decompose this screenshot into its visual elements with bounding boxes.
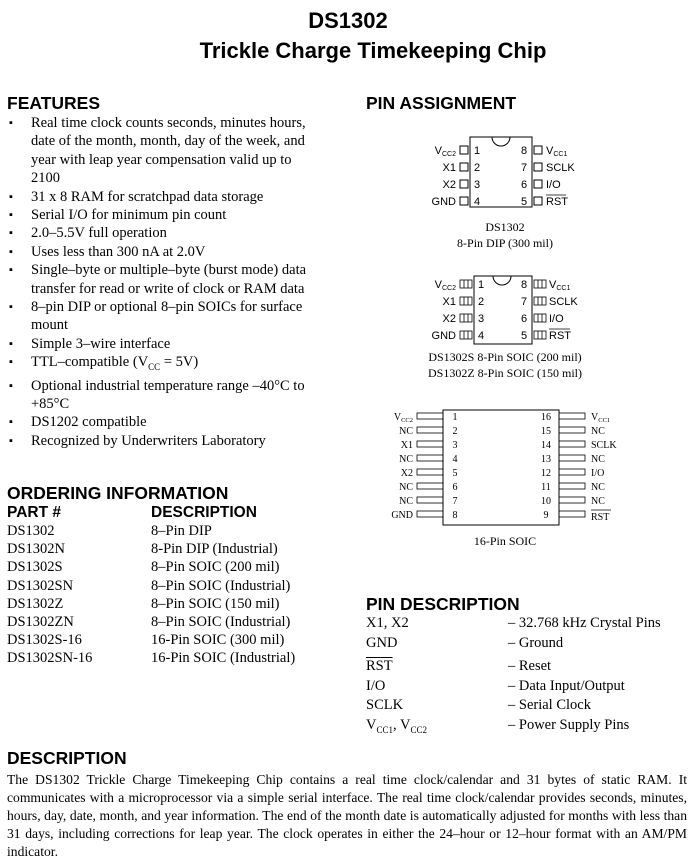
dip8-caption-part: DS1302 — [485, 220, 525, 234]
svg-text:7: 7 — [452, 496, 458, 507]
soic16-caption: 16-Pin SOIC — [473, 534, 537, 548]
desc-cell: 8–Pin DIP — [151, 523, 212, 539]
table-row — [7, 540, 295, 558]
pin-label: GND — [391, 510, 413, 521]
pin-label: $V_{CC1}$ — [591, 412, 611, 424]
table-row — [7, 631, 295, 649]
pin-label: X2 — [400, 468, 413, 479]
desc-cell: 16-Pin SOIC (300 mil) — [151, 632, 285, 649]
table-row — [7, 649, 295, 667]
pin-name: $V_{CC1}$, $V_{CC2}$ — [366, 716, 427, 735]
desc-cell: 8–Pin SOIC (Industrial) — [151, 614, 291, 631]
svg-text:4: 4 — [452, 454, 458, 465]
svg-text:15: 15 — [541, 426, 551, 437]
svg-text:3: 3 — [473, 179, 481, 191]
svg-text:6: 6 — [520, 179, 528, 191]
soic8-caption-z: DS1302Z 8-Pin SOIC (150 mil) — [427, 366, 582, 380]
part-cell: DS1302S — [7, 559, 63, 576]
pin-desc: – Ground — [508, 634, 564, 651]
description-heading: DESCRIPTION — [7, 748, 127, 768]
pin-label: VCC1 — [546, 145, 568, 158]
pin-label: VCC1 — [549, 279, 571, 292]
pin-label: NC — [591, 454, 605, 465]
part-cell: DS1302 — [7, 523, 55, 539]
pin-desc: – Serial Clock — [508, 697, 591, 713]
pin-label: X1 — [442, 162, 456, 174]
part-number-title: DS1302 — [308, 8, 388, 33]
table-row — [366, 716, 661, 740]
table-row — [366, 634, 661, 654]
svg-text:8: 8 — [520, 145, 528, 157]
feature-item: ▪ 8–pin DIP or optional 8–pin SOICs for surface mount — [7, 298, 322, 335]
svg-text:6: 6 — [452, 482, 458, 493]
ordering-heading: ORDERING INFORMATION — [7, 483, 229, 503]
feature-item: ▪ Real time clock counts seconds, minutes hours, date of the month, month, day of the week, and year with leap year compensation valid up to 2100 — [7, 114, 322, 188]
table-row — [366, 653, 661, 677]
pin-label: NC — [591, 482, 605, 493]
pin-label: I/O — [549, 313, 564, 325]
svg-text:4: 4 — [477, 330, 485, 342]
feature-item: ▪ Recognized by Underwriters Laboratory — [7, 432, 322, 450]
desc-cell: 8–Pin SOIC (Industrial) — [151, 577, 291, 594]
pin-label: GND — [431, 330, 456, 342]
dip8-package-diagram — [420, 134, 590, 214]
svg-text:3: 3 — [477, 313, 485, 325]
feature-item: ▪ Serial I/O for minimum pin count — [7, 206, 322, 224]
svg-text:16: 16 — [541, 412, 551, 423]
svg-text:2: 2 — [452, 426, 458, 437]
svg-text:7: 7 — [520, 296, 528, 308]
col-desc-header: DESCRIPTION — [151, 504, 257, 521]
pin-label: RST — [549, 330, 571, 342]
pin-label: I/O — [546, 179, 561, 191]
svg-text:8: 8 — [520, 279, 528, 291]
part-cell: DS1302Z — [7, 595, 64, 612]
pin-label: NC — [399, 454, 413, 465]
pin-description-heading: PIN DESCRIPTION — [366, 594, 520, 614]
svg-text:2: 2 — [473, 162, 481, 174]
table-row — [7, 595, 295, 613]
svg-text:10: 10 — [541, 496, 551, 507]
soic8-package-diagram — [420, 274, 590, 346]
pin-label: NC — [591, 496, 605, 507]
part-cell: DS1302S-16 — [7, 632, 82, 649]
ordering-header-row — [7, 503, 295, 522]
feature-item: ▪ Optional industrial temperature range –40°C to +85°C — [7, 377, 322, 414]
pin-label: NC — [399, 496, 413, 507]
page-title: Trickle Charge Timekeeping Chip — [199, 38, 547, 63]
pin-label: VCC2 — [434, 145, 456, 158]
desc-cell: 16-Pin SOIC (Industrial) — [151, 650, 296, 667]
pin-desc: – Reset — [508, 658, 552, 674]
pin-desc: – Power Supply Pins — [508, 716, 630, 733]
pin-name: GND — [366, 634, 398, 651]
svg-text:5: 5 — [520, 196, 528, 208]
svg-text:3: 3 — [452, 440, 458, 451]
pin-label: SCLK — [549, 296, 578, 308]
pin-name: I/O — [366, 677, 386, 694]
pin-desc: – Data Input/Output — [508, 677, 625, 694]
pin-label: GND — [431, 196, 456, 208]
svg-text:11: 11 — [541, 482, 551, 493]
soic8-caption-s: DS1302S 8-Pin SOIC (200 mil) — [428, 350, 582, 364]
pin-label: X2 — [442, 313, 456, 325]
svg-text:8: 8 — [452, 510, 458, 521]
svg-text:12: 12 — [541, 468, 551, 479]
pin-label: X1 — [442, 296, 456, 308]
features-heading: FEATURES — [7, 93, 101, 113]
pin-name: X1, X2 — [366, 615, 409, 631]
description-text: The DS1302 Trickle Charge Timekeeping Chip contains a real time clock/calendar and 31 bytes of static RAM. It communicates with a microprocessor via a simple serial interface. The real time clock/calendar provides seconds, minutes, hours, day, date, month, and year information. The end of the month date is automatically adjusted for months with less than 31 days, including corrections for leap year. The clock operates in either the 24–hour or 12–hour format with an AM/PM indicator. — [7, 772, 687, 860]
pin-label: I/O — [591, 468, 605, 479]
table-row — [366, 614, 661, 634]
table-row — [7, 558, 295, 576]
desc-cell: 8–Pin SOIC (200 mil) — [151, 559, 280, 576]
svg-text:1: 1 — [477, 279, 485, 291]
part-cell: DS1302SN — [7, 577, 74, 594]
pin-desc: – 32.768 kHz Crystal Pins — [508, 615, 661, 631]
pin-label: NC — [591, 426, 605, 437]
svg-text:1: 1 — [452, 412, 458, 423]
svg-text:14: 14 — [541, 440, 551, 451]
pin-label: $V_{CC2}$ — [393, 412, 413, 424]
ordering-table — [7, 503, 295, 668]
svg-text:13: 13 — [541, 454, 551, 465]
pin-label: X2 — [442, 179, 456, 191]
feature-item: ▪ TTL–compatible $(V_{CC} = 5V)$ — [7, 353, 322, 376]
svg-text:5: 5 — [520, 330, 528, 342]
svg-text:7: 7 — [520, 162, 528, 174]
feature-item: ▪ Simple 3–wire interface — [7, 335, 322, 353]
pin-label: X1 — [400, 440, 413, 451]
table-row — [366, 696, 661, 716]
svg-text:1: 1 — [473, 145, 481, 157]
pin-name: SCLK — [366, 697, 404, 713]
table-row — [7, 577, 295, 595]
feature-item: ▪ Single–byte or multiple–byte (burst mode) data transfer for read or write of clock or RAM data — [7, 261, 322, 298]
pin-assignment-heading: PIN ASSIGNMENT — [366, 93, 517, 113]
table-row — [7, 613, 295, 631]
table-row — [366, 677, 661, 697]
pin-description-table — [366, 614, 661, 740]
part-cell: DS1302ZN — [7, 614, 74, 631]
desc-cell: 8–Pin SOIC (150 mil) — [151, 595, 280, 612]
feature-item: ▪ Uses less than 300 nA at 2.0V — [7, 243, 322, 261]
pin-label: SCLK — [546, 162, 575, 174]
pin-label: NC — [399, 426, 413, 437]
pin-label: RST — [546, 196, 568, 208]
pin-label: NC — [399, 482, 413, 493]
desc-cell: 8-Pin DIP (Industrial) — [151, 541, 278, 558]
dip8-caption-package: 8-Pin DIP (300 mil) — [457, 236, 553, 250]
pin-label: SCLK — [591, 440, 617, 451]
svg-text:2: 2 — [477, 296, 485, 308]
feature-item: ▪ DS1202 compatible — [7, 413, 322, 431]
svg-text:4: 4 — [473, 196, 481, 208]
feature-item: ▪ 2.0–5.5V full operation — [7, 224, 322, 242]
svg-text:5: 5 — [452, 468, 458, 479]
table-row — [7, 522, 295, 540]
pin-name: $\overline{RST}$ — [366, 658, 393, 674]
svg-text:6: 6 — [520, 313, 528, 325]
part-cell: DS1302N — [7, 541, 66, 558]
feature-item: ▪ 31 x 8 RAM for scratchpad data storage — [7, 188, 322, 206]
col-part-header: PART # — [7, 504, 61, 521]
features-list — [7, 114, 322, 450]
svg-text:9: 9 — [543, 510, 549, 521]
pin-label: VCC2 — [434, 279, 456, 292]
soic16-package-diagram — [385, 408, 635, 528]
pin-label: RST — [591, 512, 610, 523]
part-cell: DS1302SN-16 — [7, 650, 93, 667]
